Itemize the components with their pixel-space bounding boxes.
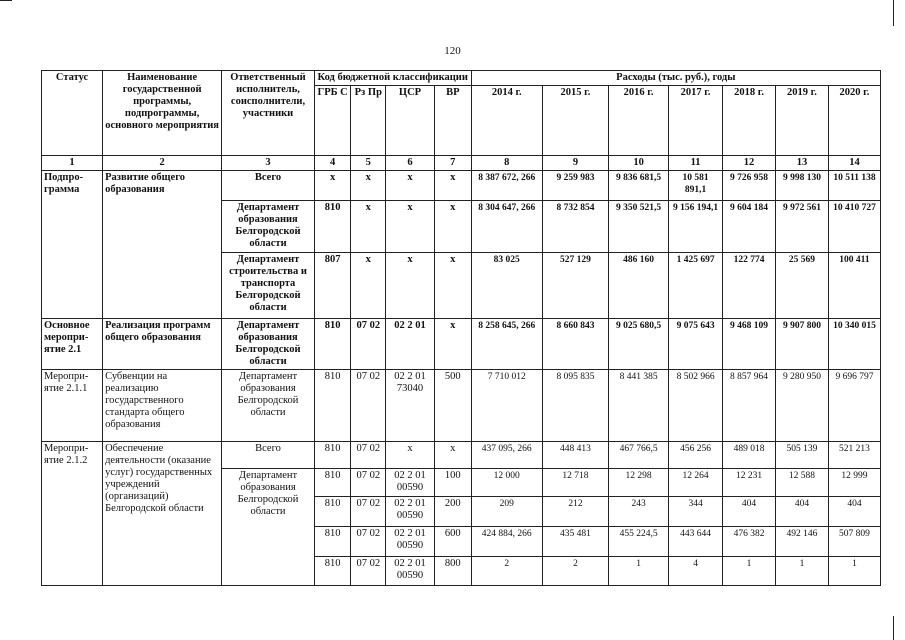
page-number: 120: [444, 45, 461, 57]
responsible-cell: Всего: [222, 171, 315, 201]
value-cell: 437 095, 266: [471, 442, 542, 469]
value-cell: 521 213: [828, 442, 880, 469]
value-cell: 8 095 835: [542, 370, 608, 442]
rzpr-cell: х: [351, 201, 386, 253]
value-cell: 8 441 385: [609, 370, 669, 442]
value-cell: 12 264: [669, 469, 723, 497]
value-cell: 12 588: [776, 469, 829, 497]
column-number-row: [42, 156, 881, 171]
name-cell: Субвенции на реализацию государственного стандарта общего образования: [103, 370, 222, 442]
value-cell: 435 481: [542, 527, 608, 557]
rzpr-cell: 07 02: [351, 527, 386, 557]
value-cell: 505 139: [776, 442, 829, 469]
status-cell: Подпро-грамма: [42, 171, 103, 319]
value-cell: 9 836 681,5: [609, 171, 669, 201]
value-cell: 467 766,5: [609, 442, 669, 469]
grbs-cell: 810: [314, 497, 351, 527]
value-cell: 404: [828, 497, 880, 527]
vr-cell: 800: [434, 557, 471, 586]
value-cell: 8 502 966: [669, 370, 723, 442]
value-cell: 10 511 138: [828, 171, 880, 201]
value-cell: 1: [609, 557, 669, 586]
value-cell: 8 258 645, 266: [471, 319, 542, 370]
column-number: 5: [351, 156, 386, 171]
csr-cell: х: [386, 442, 435, 469]
budget-table: [41, 70, 881, 586]
value-cell: 424 884, 266: [471, 527, 542, 557]
grbs-cell: 810: [314, 442, 351, 469]
value-cell: 9 156 194,1: [669, 201, 723, 253]
grbs-cell: 810: [314, 370, 351, 442]
status-cell: Основное меропри-ятие 2.1: [42, 319, 103, 370]
header-expenses: Расходы (тыс. руб.), годы: [471, 71, 880, 86]
header-responsible: Ответственный исполнитель, соисполнители, участники: [222, 71, 315, 156]
column-number: 10: [609, 156, 669, 171]
value-cell: 9 696 797: [828, 370, 880, 442]
header-year: 2017 г.: [669, 86, 723, 156]
value-cell: 7 710 012: [471, 370, 542, 442]
value-cell: 443 644: [669, 527, 723, 557]
value-cell: 12 231: [723, 469, 776, 497]
value-cell: 344: [669, 497, 723, 527]
column-number: 14: [828, 156, 880, 171]
header-year: 2014 г.: [471, 86, 542, 156]
csr-cell: 02 2 01 00590: [386, 557, 435, 586]
rzpr-cell: 07 02: [351, 442, 386, 469]
responsible-cell: Департамент образования Белгородской области: [222, 319, 315, 370]
scan-edge: [893, 616, 894, 640]
header-year: 2016 г.: [609, 86, 669, 156]
value-cell: 12 999: [828, 469, 880, 497]
vr-cell: 500: [434, 370, 471, 442]
rzpr-cell: х: [351, 171, 386, 201]
name-cell: Реализация программ общего образования: [103, 319, 222, 370]
grbs-cell: 810: [314, 201, 351, 253]
value-cell: 12 718: [542, 469, 608, 497]
grbs-cell: х: [314, 171, 351, 201]
value-cell: 1: [828, 557, 880, 586]
header-grbs: ГРБ С: [314, 86, 351, 156]
value-cell: 209: [471, 497, 542, 527]
responsible-cell: Всего: [222, 442, 315, 469]
status-cell: Меропри-ятие 2.1.1: [42, 370, 103, 442]
value-cell: 9 468 109: [723, 319, 776, 370]
value-cell: 12 000: [471, 469, 542, 497]
value-cell: 8 304 647, 266: [471, 201, 542, 253]
vr-cell: х: [434, 253, 471, 319]
responsible-cell: Департамент образования Белгородской области: [222, 370, 315, 442]
vr-cell: х: [434, 201, 471, 253]
csr-cell: 02 2 01 00590: [386, 497, 435, 527]
rzpr-cell: 07 02: [351, 497, 386, 527]
value-cell: 9 075 643: [669, 319, 723, 370]
column-number: 9: [542, 156, 608, 171]
responsible-cell: Департамент образования Белгородской области: [222, 469, 315, 586]
value-cell: 404: [776, 497, 829, 527]
csr-cell: 02 2 01: [386, 319, 435, 370]
vr-cell: х: [434, 319, 471, 370]
header-year: 2015 г.: [542, 86, 608, 156]
header-row: [42, 71, 881, 86]
csr-cell: 02 2 01 73040: [386, 370, 435, 442]
table-row: [42, 319, 881, 370]
vr-cell: 100: [434, 469, 471, 497]
header-year: 2019 г.: [776, 86, 829, 156]
grbs-cell: 810: [314, 319, 351, 370]
name-cell: Развитие общего образования: [103, 171, 222, 319]
value-cell: 492 146: [776, 527, 829, 557]
header-name: Наименование государственной программы, подпрограммы, основного мероприятия: [103, 71, 222, 156]
column-number: 7: [434, 156, 471, 171]
value-cell: 1: [723, 557, 776, 586]
value-cell: 10 410 727: [828, 201, 880, 253]
csr-cell: 02 2 01 00590: [386, 527, 435, 557]
value-cell: 527 129: [542, 253, 608, 319]
responsible-cell: Департамент строительства и транспорта Белгородской области: [222, 253, 315, 319]
csr-cell: х: [386, 253, 435, 319]
vr-cell: 200: [434, 497, 471, 527]
column-number: 13: [776, 156, 829, 171]
rzpr-cell: х: [351, 253, 386, 319]
value-cell: 1 425 697: [669, 253, 723, 319]
value-cell: 476 382: [723, 527, 776, 557]
value-cell: 404: [723, 497, 776, 527]
value-cell: 456 256: [669, 442, 723, 469]
grbs-cell: 807: [314, 253, 351, 319]
scan-edge: [893, 0, 894, 26]
value-cell: 243: [609, 497, 669, 527]
value-cell: 122 774: [723, 253, 776, 319]
column-number: 2: [103, 156, 222, 171]
value-cell: 9 604 184: [723, 201, 776, 253]
value-cell: 489 018: [723, 442, 776, 469]
value-cell: 1: [776, 557, 829, 586]
rzpr-cell: 07 02: [351, 557, 386, 586]
value-cell: 9 907 800: [776, 319, 829, 370]
responsible-cell: Департамент образования Белгородской области: [222, 201, 315, 253]
value-cell: 455 224,5: [609, 527, 669, 557]
column-number: 1: [42, 156, 103, 171]
table-row: [42, 442, 881, 469]
column-number: 12: [723, 156, 776, 171]
header-year: 2020 г.: [828, 86, 880, 156]
column-number: 3: [222, 156, 315, 171]
header-rzpr: Рз Пр: [351, 86, 386, 156]
value-cell: 10 340 015: [828, 319, 880, 370]
value-cell: 507 809: [828, 527, 880, 557]
table-row: [42, 370, 881, 442]
value-cell: 4: [669, 557, 723, 586]
value-cell: 448 413: [542, 442, 608, 469]
grbs-cell: 810: [314, 557, 351, 586]
value-cell: 9 350 521,5: [609, 201, 669, 253]
csr-cell: х: [386, 171, 435, 201]
table-row: [42, 171, 881, 201]
grbs-cell: 810: [314, 527, 351, 557]
column-number: 6: [386, 156, 435, 171]
csr-cell: х: [386, 201, 435, 253]
value-cell: 8 387 672, 266: [471, 171, 542, 201]
name-cell: Обеспечение деятельности (оказание услуг) государственных учреждений (организаций) Белгородской области: [103, 442, 222, 586]
value-cell: 25 569: [776, 253, 829, 319]
header-budget-code: Код бюджетной классификации: [314, 71, 471, 86]
column-number: 4: [314, 156, 351, 171]
csr-cell: 02 2 01 00590: [386, 469, 435, 497]
value-cell: 9 998 130: [776, 171, 829, 201]
value-cell: 8 660 843: [542, 319, 608, 370]
column-number: 8: [471, 156, 542, 171]
rzpr-cell: 07 02: [351, 370, 386, 442]
vr-cell: х: [434, 171, 471, 201]
value-cell: 8 857 964: [723, 370, 776, 442]
header-vr: ВР: [434, 86, 471, 156]
rzpr-cell: 07 02: [351, 469, 386, 497]
value-cell: 83 025: [471, 253, 542, 319]
value-cell: 9 972 561: [776, 201, 829, 253]
rzpr-cell: 07 02: [351, 319, 386, 370]
grbs-cell: 810: [314, 469, 351, 497]
value-cell: 486 160: [609, 253, 669, 319]
header-status: Статус: [42, 71, 103, 156]
value-cell: 8 732 854: [542, 201, 608, 253]
column-number: 11: [669, 156, 723, 171]
value-cell: 10 581 891,1: [669, 171, 723, 201]
value-cell: 2: [542, 557, 608, 586]
value-cell: 9 726 958: [723, 171, 776, 201]
header-csr: ЦСР: [386, 86, 435, 156]
value-cell: 9 259 983: [542, 171, 608, 201]
scan-edge: [0, 0, 12, 1]
vr-cell: 600: [434, 527, 471, 557]
status-cell: Меропри-ятие 2.1.2: [42, 442, 103, 586]
header-year: 2018 г.: [723, 86, 776, 156]
value-cell: 212: [542, 497, 608, 527]
value-cell: 12 298: [609, 469, 669, 497]
value-cell: 9 025 680,5: [609, 319, 669, 370]
value-cell: 100 411: [828, 253, 880, 319]
value-cell: 9 280 950: [776, 370, 829, 442]
value-cell: 2: [471, 557, 542, 586]
vr-cell: х: [434, 442, 471, 469]
